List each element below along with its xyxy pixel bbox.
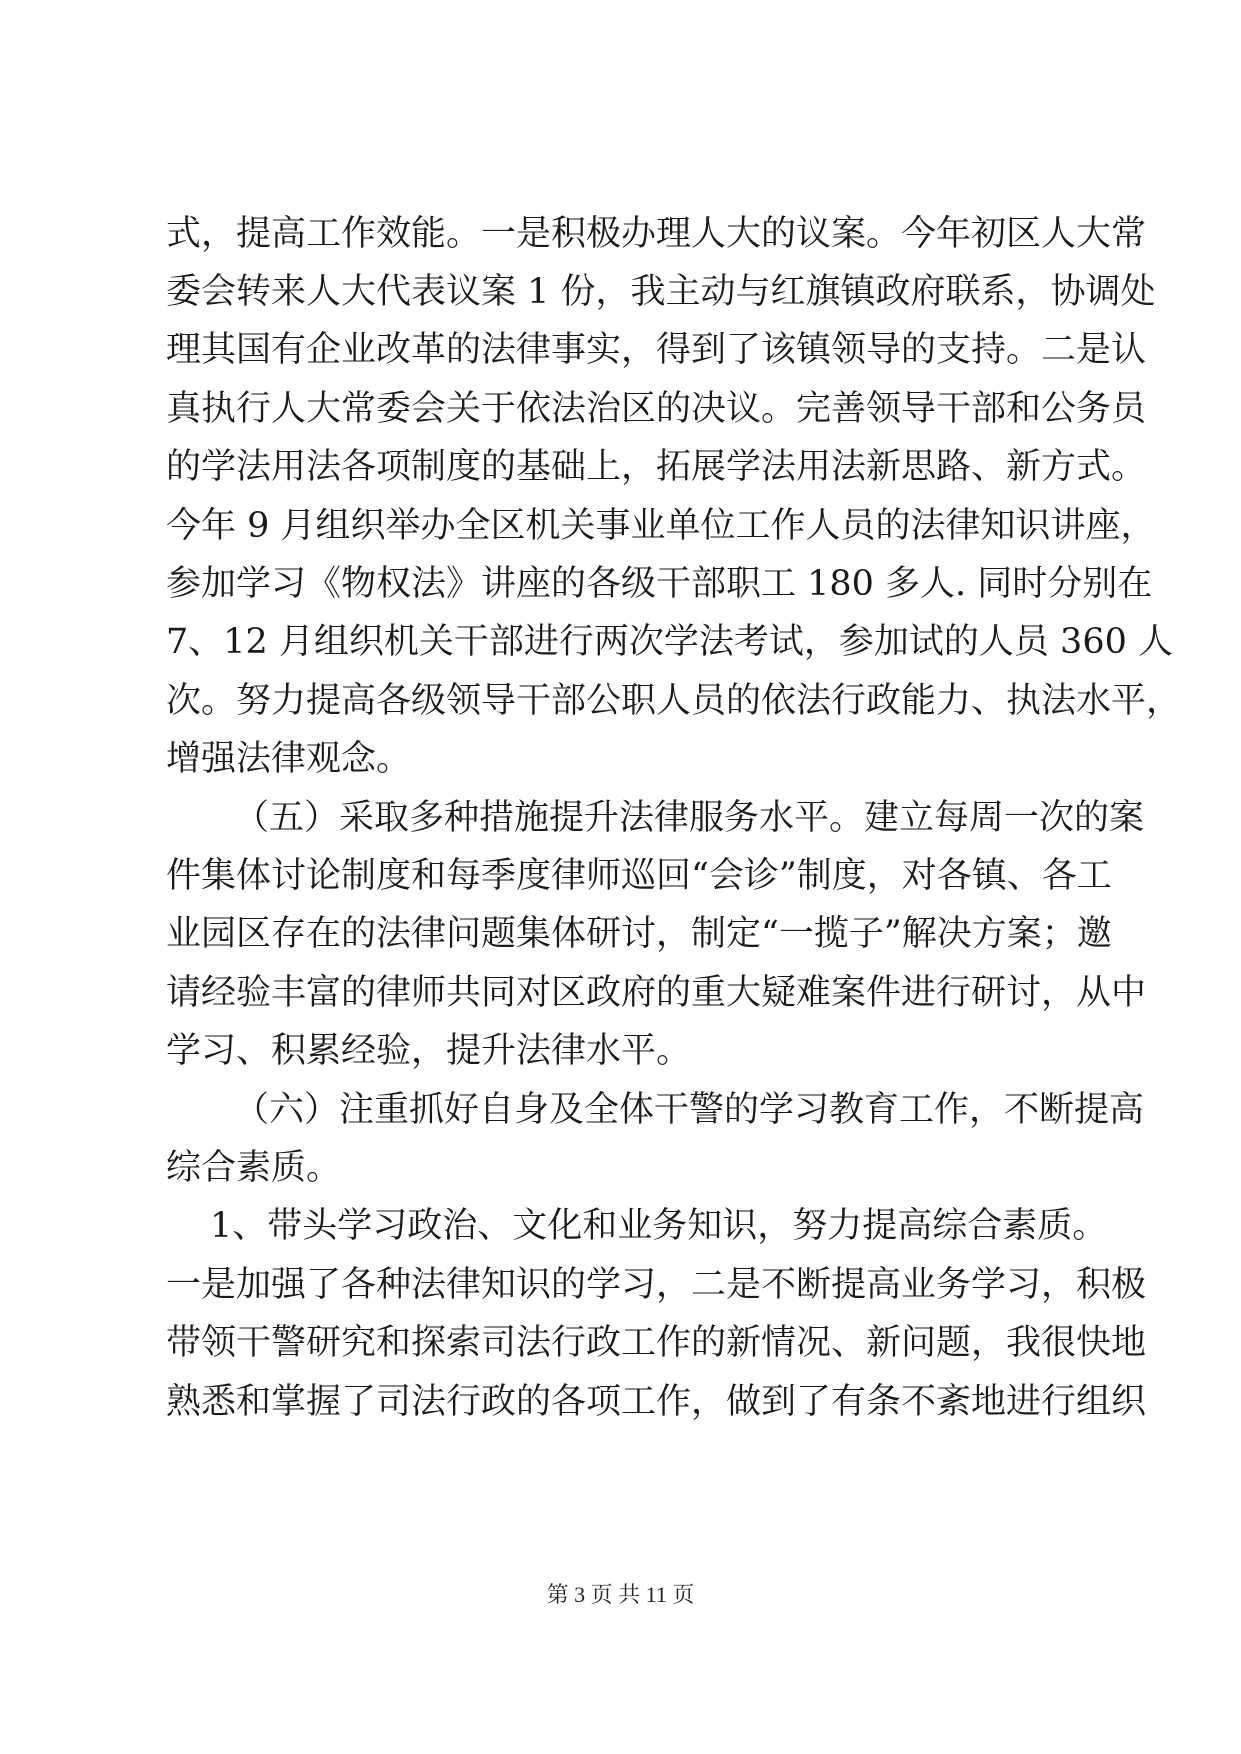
text-line: 今年 9 月组织举办全区机关事业单位工作人员的法律知识讲座，: [166, 506, 1156, 546]
text-line: 次。努力提高各级领导干部公职人员的依法行政能力、执法水平，: [166, 681, 1182, 721]
text-line: 真执行人大常委会关于依法治区的决议。完善领导干部和公务员: [166, 389, 1147, 429]
text-line: 学习、积累经验，提升法律水平。: [166, 1031, 692, 1071]
text-line: 的学法用法各项制度的基础上，拓展学法用法新思路、新方式。: [166, 447, 1147, 487]
text-line: 熟悉和掌握了司法行政的各项工作，做到了有条不紊地进行组织: [166, 1382, 1147, 1422]
text-line: 式，提高工作效能。一是积极办理人大的议案。今年初区人大常: [166, 214, 1147, 254]
paragraph-heading-6: （六）注重抓好自身及全体干警的学习教育工作，不断提高: [234, 1090, 1145, 1130]
text-line: 委会转来人大代表议案 1 份，我主动与红旗镇政府联系，协调处: [166, 272, 1156, 312]
text-line: 7、12 月组织机关干部进行两次学法考试，参加试的人员 360 人: [166, 622, 1173, 662]
text-line: 综合素质。: [166, 1148, 342, 1188]
text-line: 理其国有企业改革的法律事实，得到了该镇领导的支持。二是认: [166, 330, 1147, 370]
text-line: 参加学习《物权法》讲座的各级干部职工 180 多人. 同时分别在: [166, 564, 1153, 604]
text-line: 带领干警研究和探索司法行政工作的新情况、新问题，我很快地: [166, 1323, 1147, 1363]
text-line: 增强法律观念。: [166, 739, 412, 779]
text-line: 一是加强了各种法律知识的学习，二是不断提高业务学习，积极: [166, 1265, 1147, 1305]
page-footer: 第 3 页 共 11 页: [546, 1582, 695, 1607]
text-line: 件集体讨论制度和每季度律师巡回“会诊”制度，对各镇、各工: [166, 856, 1112, 896]
paragraph-heading-5: （五）采取多种措施提升法律服务水平。建立每周一次的案: [234, 798, 1145, 838]
text-line: 业园区存在的法律问题集体研讨，制定“一揽子”解决方案；邀: [166, 914, 1112, 954]
numbered-item-1: 1、带头学习政治、文化和业务知识，努力提高综合素质。: [210, 1206, 1108, 1246]
text-line: 请经验丰富的律师共同对区政府的重大疑难案件进行研讨，从中: [166, 973, 1147, 1013]
